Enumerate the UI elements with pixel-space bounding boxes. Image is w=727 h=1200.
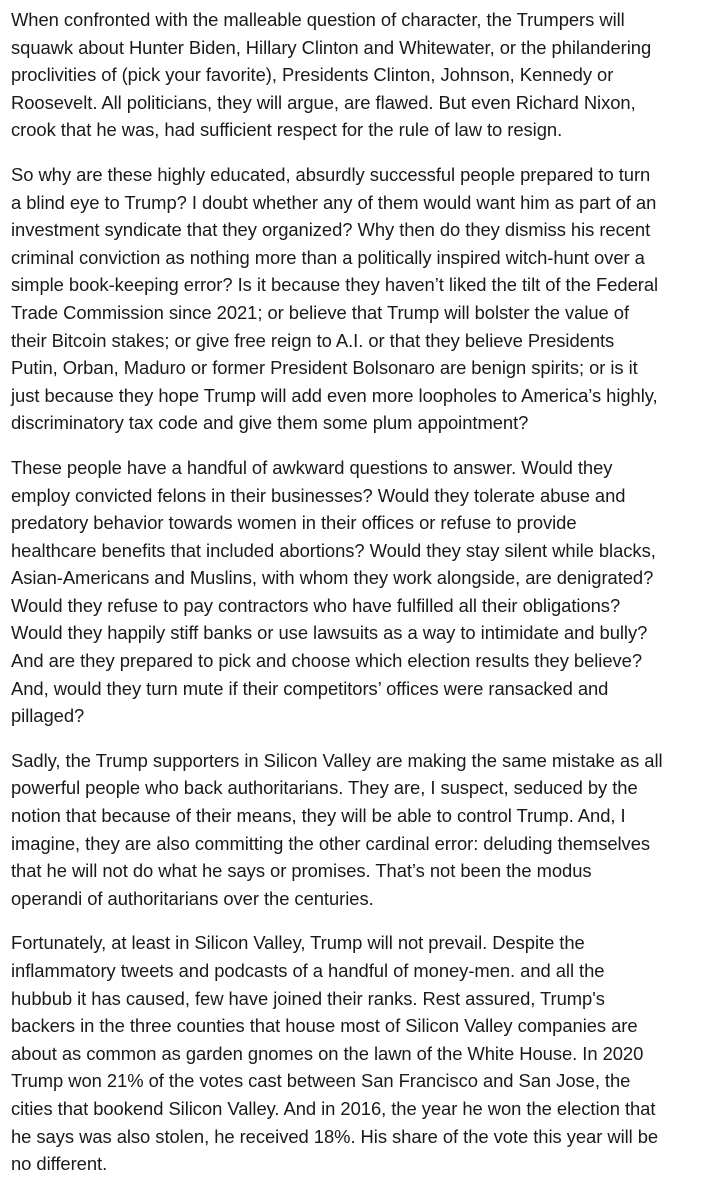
paragraph-blind-eye: So why are these highly educated, absurdly successful people prepared to turn a blind eye to Trump? I doubt whether any of them would want him as part of an investment syndicate that they organized? Why then do they dismiss his recent criminal conviction as nothing more than a politically inspired witch-hunt over a simple book-keeping error? Is it because they haven’t liked the tilt of the Federal Trade Commission since 2021; or believe that Trump will bolster the value of their Bitcoin stakes; or give free reign to A.I. or that they believe Presidents Putin, Orban, Maduro or former President Bolsonaro are benign spirits; or is it just because they hope Trump will add even more loopholes to America’s highly, discriminatory tax code and give them some plum appointment? bbox=[11, 163, 659, 434]
paragraph-awkward-questions: These people have a handful of awkward questions to answer. Would they employ convicted felons in their businesses? Would they tolerate abuse and predatory behavior towards women in their offices or refuse to provide healthcare benefits that included abortions? Would they stay silent while blacks, Asian-Americans and Muslins, with whom they work alongside, are denigrated? Would they refuse to pay contractors who have fulfilled all their obligations? Would they happily stiff banks or use lawsuits as a way to intimidate and bully? And are they prepared to pick and choose which election results they believe? And, would they turn mute if their competitors’ offices were ransacked and pillaged? bbox=[11, 456, 656, 727]
paragraph-silicon-valley-votes: Fortunately, at least in Silicon Valley, Trump will not prevail. Despite the inflammatory tweets and podcasts of a handful of money-men. and all the hubbub it has caused, few have joined their ranks. Rest assured, Trump's backers in the three counties that house most of Silicon Valley companies are about as common as garden gnomes on the lawn of the White House. In 2020 Trump won 21% of the votes cast between San Francisco and San Jose, the cities that bookend Silicon Valley. And in 2016, the year he won the election that he says was also stolen, he received 18%. His share of the vote this year will be no different. bbox=[11, 932, 659, 1175]
paragraph-authoritarians: Sadly, the Trump supporters in Silicon Valley are making the same mistake as all powerful people who back authoritarians. They are, I suspect, seduced by the notion that because of their means, they will be able to control Trump. And, I imagine, they are also committing the other cardinal error: deluding themselves that he will not do what he says or promises. That’s not been the modus operandi of authoritarians over the centuries. bbox=[11, 749, 663, 909]
paragraph-character: When confronted with the malleable question of character, the Trumpers will squawk about Hunter Biden, Hillary Clinton and Whitewater, or the philandering proclivities of (pick your favorite), Presidents Clinton, Johnson, Kennedy or Roosevelt. All politicians, they will argue, are flawed. But even Richard Nixon, crook that he was, had sufficient respect for the rule of law to resign. bbox=[11, 9, 652, 141]
